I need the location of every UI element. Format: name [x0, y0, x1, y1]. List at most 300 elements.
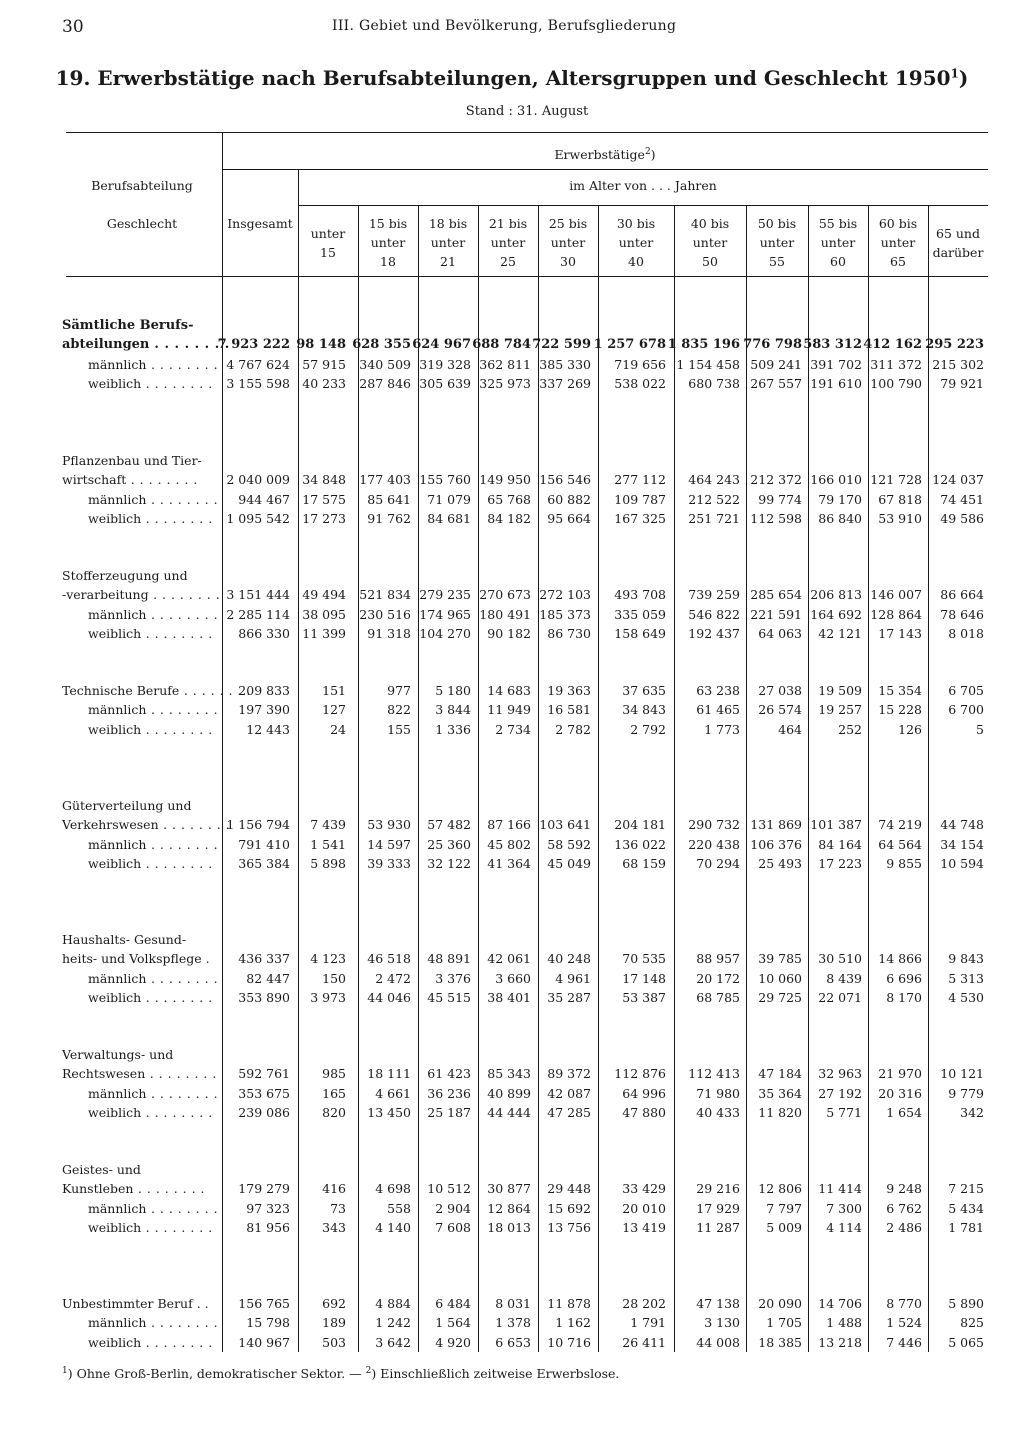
table-cell: 49 494: [302, 587, 346, 603]
column-header-line: unter: [370, 235, 406, 250]
table-cell: 14 683: [487, 683, 531, 698]
table-cell: 252: [838, 721, 862, 737]
erwerbstaetige-rule: [222, 169, 988, 170]
table-cell: 272 103: [539, 587, 591, 603]
table-cell: 85 343: [487, 1066, 531, 1082]
table-cell: 38 095: [302, 606, 346, 622]
table-cell: 7 446: [886, 1334, 922, 1350]
row-group-label: Sämtliche Berufs-: [62, 318, 194, 333]
leader-dots: . . . . . . . .: [141, 375, 213, 391]
table-cell: 391 702: [810, 356, 862, 372]
leader-dots: . . . . . . . .: [146, 970, 219, 986]
row-label-sex: weiblich . . . . . . . .: [88, 1334, 213, 1350]
table-cell: 20 316: [878, 1085, 922, 1101]
table-cell: 9 779: [948, 1085, 984, 1101]
table-cell: 10 121: [940, 1066, 984, 1082]
table-cell: 305 639: [419, 375, 471, 391]
table-cell: 73: [330, 1200, 346, 1216]
table-cell: 106 376: [750, 836, 802, 852]
table-cell: 221 591: [750, 606, 802, 622]
row-group-label: Verkehrswesen . . . . . . . .: [62, 817, 231, 833]
table-cell: 20 090: [758, 1296, 802, 1311]
leader-dots: . . . . . . . .: [145, 1066, 217, 1082]
row-label-sex: männlich . . . . . . . .: [88, 702, 219, 718]
title-footnote-close: ): [958, 66, 969, 90]
column-header-line: 50: [702, 254, 718, 269]
table-cell: 64 063: [758, 625, 802, 641]
table-cell: 206 813: [810, 587, 862, 603]
table-cell: 10 716: [547, 1334, 591, 1350]
row-label-sex: männlich . . . . . . . .: [88, 606, 219, 622]
table-cell: 251 721: [688, 510, 740, 526]
table-cell: 27 192: [818, 1085, 862, 1101]
table-cell: 1 541: [310, 836, 346, 852]
table-cell: 180 491: [479, 606, 531, 622]
table-cell: 18 013: [487, 1219, 531, 1235]
table-cell: 3 660: [495, 970, 531, 986]
table-cell: 70 294: [696, 855, 740, 871]
row-group-label: Stofferzeugung und: [62, 568, 188, 583]
table-cell: 5 898: [310, 855, 346, 871]
table-cell: 18 111: [367, 1066, 411, 1082]
column-header-line: 30: [560, 254, 576, 269]
column-header-line: unter: [880, 235, 916, 250]
column-header-line: Insgesamt: [227, 216, 293, 231]
table-cell: 14 597: [367, 836, 411, 852]
table-cell: 47 184: [758, 1066, 802, 1082]
leader-dots: . . . . . . . .: [126, 472, 198, 488]
header-bottom-rule: [66, 276, 988, 277]
table-cell: 78 646: [940, 606, 984, 622]
table-cell: 74 451: [940, 491, 984, 507]
table-cell: 4 961: [555, 970, 591, 986]
table-cell: 128 864: [870, 606, 922, 622]
leader-dots: . . . . . . . .: [141, 625, 213, 641]
table-cell: 61 465: [696, 702, 740, 718]
table-cell: 8 018: [948, 625, 984, 641]
leader-dots: . . . . . . . .: [146, 1200, 219, 1216]
footnote: [62, 1366, 619, 1381]
table-cell: 95 664: [547, 510, 591, 526]
table-cell: 158 649: [614, 625, 666, 641]
table-cell: 29 448: [547, 1181, 591, 1197]
table-cell: 16 581: [547, 702, 591, 718]
table-cell: 776 798: [743, 337, 802, 353]
table-cell: 521 834: [359, 587, 411, 603]
column-header: [928, 224, 988, 262]
table-cell: 4 114: [826, 1219, 862, 1235]
column-header-line: 65 und: [936, 226, 980, 241]
column-header: [358, 214, 418, 271]
table-cell: 1 835 196: [667, 337, 740, 353]
table-cell: 21 970: [878, 1066, 922, 1082]
row-group-label: -verarbeitung . . . . . . . .: [62, 587, 221, 603]
table-cell: 436 337: [238, 951, 290, 967]
table-cell: 99 774: [758, 491, 802, 507]
table-cell: 45 049: [547, 855, 591, 871]
column-header-line: 25 bis: [548, 216, 588, 231]
table-cell: 10 060: [758, 970, 802, 986]
table-cell: 13 756: [547, 1219, 591, 1235]
leader-dots: . . . . . . . .: [148, 587, 221, 603]
table-cell: 40 899: [487, 1085, 531, 1101]
table-cell: 189: [322, 1315, 346, 1331]
table-cell: 57 482: [427, 817, 471, 833]
row-label-sex: weiblich . . . . . . . .: [88, 1219, 213, 1235]
table-cell: 81 956: [246, 1219, 290, 1235]
table-cell: 86 730: [547, 625, 591, 641]
table-cell: 15 692: [547, 1200, 591, 1216]
table-cell: 166 010: [810, 472, 862, 488]
table-cell: 34 154: [940, 836, 984, 852]
leader-dots: . . . . . . . .: [133, 1181, 206, 1197]
table-cell: 58 592: [547, 836, 591, 852]
table-cell: 65 768: [487, 491, 531, 507]
table-cell: 4 530: [948, 989, 984, 1005]
table-cell: 4 920: [435, 1334, 471, 1350]
table-cell: 285 654: [750, 587, 802, 603]
column-rule: [222, 132, 223, 1352]
row-label-sex: weiblich . . . . . . . .: [88, 625, 213, 641]
table-cell: 10 512: [427, 1181, 471, 1197]
table-cell: 179 279: [238, 1181, 290, 1197]
table-cell: 40 248: [547, 951, 591, 967]
table-cell: 277 112: [614, 472, 666, 488]
table-cell: 28 202: [622, 1296, 666, 1311]
stub-header-berufsabteilung: Berufsabteilung: [91, 178, 193, 193]
table-cell: 19 509: [818, 683, 862, 698]
table-cell: 53 930: [367, 817, 411, 833]
table-cell: 239 086: [238, 1104, 290, 1120]
column-header-line: unter: [490, 235, 526, 250]
column-header-line: unter: [310, 226, 346, 241]
table-cell: 11 949: [487, 702, 531, 718]
table-cell: 42 121: [818, 625, 862, 641]
table-cell: 4 661: [375, 1085, 411, 1101]
table-cell: 17 223: [818, 855, 862, 871]
table-subtitle: Stand : 31. August: [465, 104, 589, 119]
table-cell: 592 761: [238, 1066, 290, 1082]
table-cell: 45 802: [487, 836, 531, 852]
table-cell: 47 880: [622, 1104, 666, 1120]
row-group-label: Rechtswesen . . . . . . . .: [62, 1066, 217, 1082]
table-cell: 3 642: [375, 1334, 411, 1350]
table-cell: 174 965: [419, 606, 471, 622]
table-cell: 4 884: [375, 1296, 411, 1311]
table-cell: 34 843: [622, 702, 666, 718]
column-header-line: 18: [380, 254, 396, 269]
table-cell: 149 950: [479, 472, 531, 488]
table-cell: 6 700: [948, 702, 984, 718]
table-cell: 42 061: [487, 951, 531, 967]
table-cell: 290 732: [688, 817, 740, 833]
leader-dots: . . . . . . . .: [146, 606, 219, 622]
erwerbstaetige-footnote-mark: 2: [644, 147, 651, 157]
leader-dots: . . . . . . . .: [146, 1315, 219, 1331]
table-cell: 34 848: [302, 472, 346, 488]
table-cell: 944 467: [238, 491, 290, 507]
table-cell: 215 302: [932, 356, 984, 372]
leader-dots: . . . . . . . .: [146, 702, 219, 718]
table-cell: 11 414: [818, 1181, 862, 1197]
table-cell: 1 095 542: [226, 510, 290, 526]
table-cell: 5 009: [766, 1219, 802, 1235]
column-header-line: 50 bis: [757, 216, 797, 231]
column-header-line: unter: [430, 235, 466, 250]
table-cell: 1 564: [435, 1315, 471, 1331]
table-cell: 155 760: [419, 472, 471, 488]
table-cell: 29 216: [696, 1181, 740, 1197]
table-cell: 47 285: [547, 1104, 591, 1120]
table-cell: 112 413: [688, 1066, 740, 1082]
table-cell: 5 313: [948, 970, 984, 986]
table-cell: 38 401: [487, 989, 531, 1005]
table-cell: 7 439: [310, 817, 346, 833]
column-header-line: unter: [692, 235, 728, 250]
table-cell: 7 923 222: [217, 337, 290, 353]
stub-header-geschlecht: Geschlecht: [106, 216, 178, 231]
table-cell: 90 182: [487, 625, 531, 641]
column-header-line: unter: [550, 235, 586, 250]
table-cell: 19 257: [818, 702, 862, 718]
table-cell: 362 811: [479, 356, 531, 372]
table-cell: 688 784: [472, 337, 531, 353]
table-cell: 84 681: [427, 510, 471, 526]
table-cell: 19 363: [547, 683, 591, 698]
column-header: [746, 214, 808, 271]
table-cell: 2 904: [435, 1200, 471, 1216]
table-cell: 7 300: [826, 1200, 862, 1216]
table-cell: 628 355: [352, 337, 411, 353]
table-cell: 131 869: [750, 817, 802, 833]
column-header-line: 55: [769, 254, 785, 269]
table-cell: 61 423: [427, 1066, 471, 1082]
table-cell: 295 223: [925, 337, 984, 353]
table-cell: 47 138: [696, 1296, 740, 1311]
table-cell: 583 312: [803, 337, 862, 353]
table-cell: 30 877: [487, 1181, 531, 1197]
table-cell: 20 010: [622, 1200, 666, 1216]
table-cell: 53 910: [878, 510, 922, 526]
leader-dots: . . . . . . . .: [141, 1334, 213, 1350]
table-cell: 3 151 444: [226, 587, 290, 603]
table-cell: 1 781: [948, 1219, 984, 1235]
table-cell: 25 493: [758, 855, 802, 871]
table-cell: 985: [322, 1066, 346, 1082]
table-cell: 2 040 009: [226, 472, 290, 488]
table-cell: 220 438: [688, 836, 740, 852]
table-title: [0, 66, 1024, 90]
table-cell: 64 996: [622, 1085, 666, 1101]
page-number: 30: [62, 17, 84, 37]
table-cell: 44 008: [696, 1334, 740, 1350]
table-cell: 977: [387, 683, 411, 698]
table-cell: 49 586: [940, 510, 984, 526]
column-header: [478, 214, 538, 271]
table-cell: 279 235: [419, 587, 471, 603]
table-cell: 32 963: [818, 1066, 862, 1082]
title-footnote-mark: 1: [950, 66, 959, 81]
table-cell: 4 767 624: [226, 356, 290, 372]
table-cell: 2 734: [495, 721, 531, 737]
table-cell: 63 238: [696, 683, 740, 698]
table-cell: 1 242: [375, 1315, 411, 1331]
table-cell: 112 598: [750, 510, 802, 526]
table-cell: 204 181: [614, 817, 666, 833]
table-cell: 3 155 598: [226, 375, 290, 391]
table-cell: 464 243: [688, 472, 740, 488]
column-header-line: 21 bis: [488, 216, 528, 231]
column-header-line: unter: [618, 235, 654, 250]
row-group-label: heits- und Volkspflege .: [62, 951, 210, 967]
table-cell: 9 248: [886, 1181, 922, 1197]
table-title-text: 19. Erwerbstätige nach Berufsabteilungen, Altersgruppen und Geschlecht 1950: [55, 66, 951, 90]
column-header: [868, 214, 928, 271]
column-header-line: 15: [320, 245, 336, 260]
row-label-sex: weiblich . . . . . . . .: [88, 510, 213, 526]
table-cell: 1 378: [495, 1315, 531, 1331]
table-cell: 8 770: [886, 1296, 922, 1311]
column-header-line: darüber: [932, 245, 984, 260]
table-cell: 2 792: [630, 721, 666, 737]
table-cell: 509 241: [750, 356, 802, 372]
table-cell: 624 967: [412, 337, 471, 353]
table-cell: 39 333: [367, 855, 411, 871]
table-cell: 32 122: [427, 855, 471, 871]
table-cell: 6 762: [886, 1200, 922, 1216]
row-group-label: wirtschaft . . . . . . . .: [62, 472, 198, 488]
column-header: [674, 214, 746, 271]
row-group-label: Güterverteilung und: [62, 798, 192, 813]
column-header: [418, 214, 478, 271]
column-header-line: 25: [500, 254, 516, 269]
table-cell: 13 419: [622, 1219, 666, 1235]
table-cell: 86 664: [940, 587, 984, 603]
table-cell: 538 022: [614, 375, 666, 391]
column-header-line: unter: [759, 235, 795, 250]
table-cell: 353 675: [238, 1085, 290, 1101]
table-cell: 46 518: [367, 951, 411, 967]
table-cell: 79 921: [940, 375, 984, 391]
table-cell: 1 162: [555, 1315, 591, 1331]
table-cell: 212 372: [750, 472, 802, 488]
table-cell: 6 653: [495, 1334, 531, 1350]
table-cell: 739 259: [688, 587, 740, 603]
leader-dots: . . . . . . . .: [146, 836, 219, 852]
table-cell: 5 434: [948, 1200, 984, 1216]
table-cell: 44 046: [367, 989, 411, 1005]
table-cell: 6 705: [948, 683, 984, 698]
table-cell: 342: [960, 1104, 984, 1120]
table-cell: 11 878: [547, 1296, 591, 1311]
table-cell: 337 269: [539, 375, 591, 391]
table-cell: 41 364: [487, 855, 531, 871]
table-cell: 7 608: [435, 1219, 471, 1235]
table-cell: 14 866: [878, 951, 922, 967]
table-cell: 156 765: [238, 1296, 290, 1311]
table-cell: 103 641: [539, 817, 591, 833]
footnote-1-text: ) Ohne Groß-Berlin, demokratischer Sektor. —: [67, 1366, 366, 1382]
table-cell: 35 287: [547, 989, 591, 1005]
running-head: III. Gebiet und Bevölkerung, Berufsgliederung: [332, 18, 677, 34]
table-cell: 3 130: [704, 1315, 740, 1331]
leader-dots: . . . . . . . .: [141, 1104, 213, 1120]
row-label-sex: weiblich . . . . . . . .: [88, 721, 213, 737]
table-cell: 71 079: [427, 491, 471, 507]
table-cell: 209 833: [238, 683, 290, 698]
table-cell: 40 233: [302, 375, 346, 391]
table-cell: 2 782: [555, 721, 591, 737]
table-cell: 4 698: [375, 1181, 411, 1197]
table-cell: 3 844: [435, 702, 471, 718]
table-cell: 212 522: [688, 491, 740, 507]
table-cell: 8 439: [826, 970, 862, 986]
row-label-sex: weiblich . . . . . . . .: [88, 855, 213, 871]
table-cell: 45 515: [427, 989, 471, 1005]
table-cell: 546 822: [688, 606, 740, 622]
leader-dots: . . . . . . . .: [179, 683, 251, 698]
table-cell: 164 692: [810, 606, 862, 622]
table-cell: 64 564: [878, 836, 922, 852]
leader-dots: . . . . . . . .: [146, 356, 219, 372]
table-cell: 37 635: [622, 683, 666, 698]
table-cell: 15 228: [878, 702, 922, 718]
table-cell: 26 411: [622, 1334, 666, 1350]
table-cell: 5 890: [948, 1296, 984, 1311]
table-cell: 15 798: [246, 1315, 290, 1331]
table-cell: 8 170: [886, 989, 922, 1005]
table-cell: 2 486: [886, 1219, 922, 1235]
table-cell: 60 882: [547, 491, 591, 507]
table-cell: 791 410: [238, 836, 290, 852]
table-cell: 26 574: [758, 702, 802, 718]
table-cell: 11 820: [758, 1104, 802, 1120]
row-label-sex: weiblich . . . . . . . .: [88, 1104, 213, 1120]
table-cell: 17 273: [302, 510, 346, 526]
table-cell: 719 656: [614, 356, 666, 372]
table-cell: 192 437: [688, 625, 740, 641]
table-cell: 9 843: [948, 951, 984, 967]
row-group-label: Kunstleben . . . . . . . .: [62, 1181, 206, 1197]
footnote-2-mark: 2: [365, 1366, 372, 1376]
table-cell: 365 384: [238, 855, 290, 871]
table-cell: 17 148: [622, 970, 666, 986]
table-cell: 91 762: [367, 510, 411, 526]
table-cell: 121 728: [870, 472, 922, 488]
table-cell: 7 215: [948, 1181, 984, 1197]
leader-dots: . . . . . . . .: [141, 1219, 213, 1235]
column-header-line: 30 bis: [616, 216, 656, 231]
row-label-sex: weiblich . . . . . . . .: [88, 375, 213, 391]
column-header-line: unter: [820, 235, 856, 250]
table-cell: 197 390: [238, 702, 290, 718]
column-header-line: 40: [628, 254, 644, 269]
table-cell: 267 557: [750, 375, 802, 391]
row-group-label: Haushalts- Gesund-: [62, 932, 187, 947]
table-cell: 71 980: [696, 1085, 740, 1101]
column-header-line: 65: [890, 254, 906, 269]
row-label-sex: weiblich . . . . . . . .: [88, 989, 213, 1005]
row-group-label: Unbestimmter Beruf . .: [62, 1296, 209, 1311]
table-cell: 44 444: [487, 1104, 531, 1120]
table-cell: 67 818: [878, 491, 922, 507]
column-header-line: 40 bis: [690, 216, 730, 231]
table-cell: 44 748: [940, 817, 984, 833]
table-cell: 68 785: [696, 989, 740, 1005]
table-cell: 33 429: [622, 1181, 666, 1197]
table-cell: 124 037: [932, 472, 984, 488]
table-cell: 464: [778, 721, 802, 737]
